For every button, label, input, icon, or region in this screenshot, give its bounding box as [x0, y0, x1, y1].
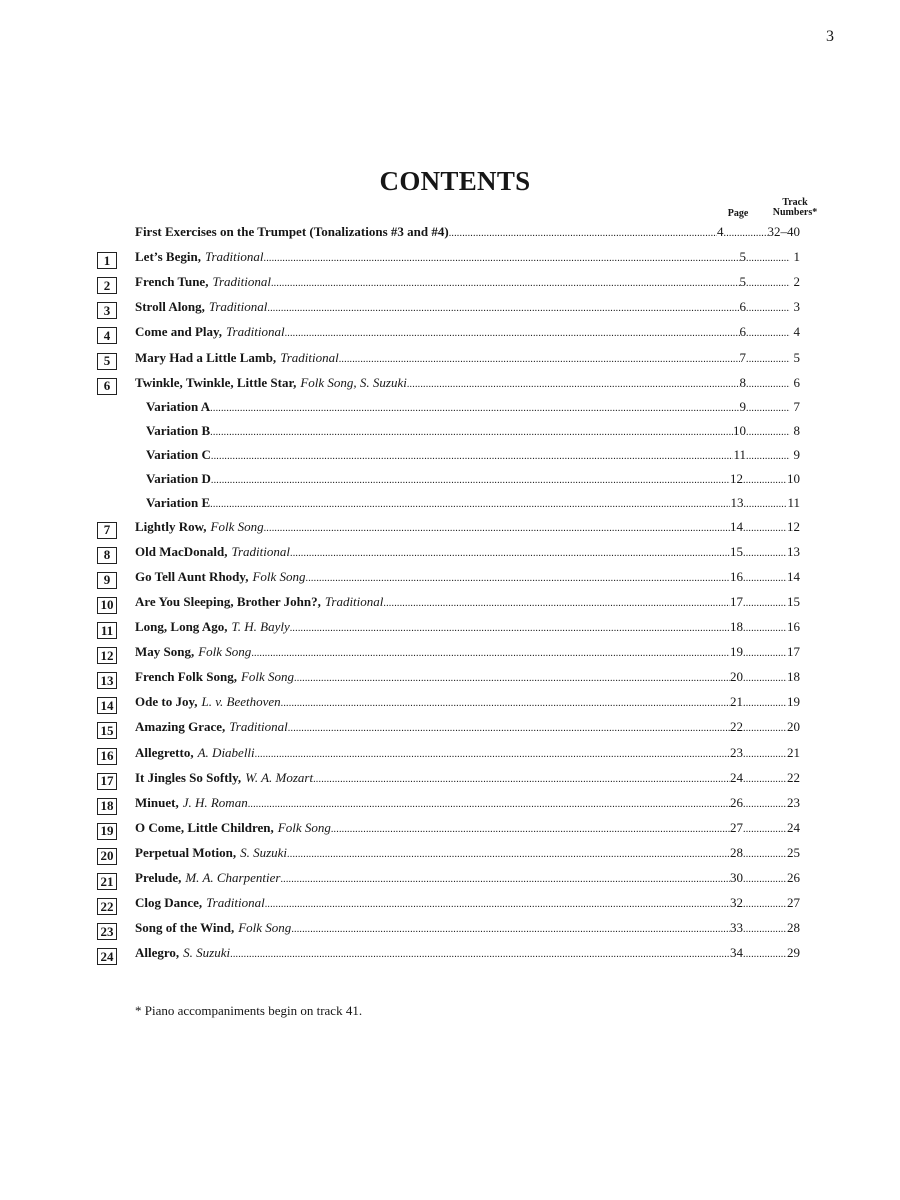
song-title: May Song, — [135, 644, 195, 660]
song-composer: Traditional — [226, 324, 285, 340]
piece-number-box: 14 — [97, 697, 117, 714]
track-ref: 17 — [787, 644, 800, 660]
song-title: Prelude, — [135, 870, 182, 885]
track-ref: 12 — [787, 518, 800, 534]
page-ref: 6 — [739, 324, 746, 340]
page-ref: 10 — [733, 422, 746, 438]
song-title: Old MacDonald, — [135, 543, 228, 559]
piece-number-box: 13 — [97, 672, 117, 689]
dot-leader — [288, 723, 730, 734]
piece-number-box: 5 — [97, 353, 117, 370]
song-title: Are You Sleeping, Brother John?, — [135, 593, 321, 609]
toc-entry — [135, 694, 800, 716]
song-composer: Traditional — [280, 349, 339, 365]
dot-leader — [746, 278, 790, 289]
track-ref: 23 — [787, 794, 800, 810]
toc-entry — [135, 820, 800, 842]
page-ref: 16 — [730, 568, 743, 584]
dot-leader — [290, 623, 730, 634]
toc-entry — [146, 495, 800, 517]
page-ref: 21 — [730, 694, 743, 710]
song-composer: T. H. Bayly — [231, 619, 290, 634]
song-title: Perpetual Motion, — [135, 844, 237, 860]
dot-leader — [746, 379, 790, 390]
dot-leader — [280, 874, 730, 885]
page-title: CONTENTS — [379, 166, 531, 196]
piece-number-box: 23 — [97, 923, 117, 940]
page-ref: 19 — [730, 644, 743, 660]
dot-leader — [339, 354, 740, 365]
song-title: It Jingles So Softly, — [135, 769, 242, 785]
page-ref: 20 — [730, 669, 743, 685]
dot-leader — [255, 749, 730, 760]
toc-entry — [135, 249, 800, 271]
track-ref: 9 — [793, 446, 800, 462]
track-ref: 14 — [787, 568, 800, 584]
dot-leader — [281, 698, 730, 709]
track-ref: 19 — [787, 694, 800, 710]
dot-leader — [743, 849, 787, 860]
dot-leader — [211, 451, 734, 462]
toc-entry — [135, 299, 800, 321]
dot-leader — [743, 774, 787, 785]
page-ref: 33 — [730, 920, 743, 936]
piece-number-box: 20 — [97, 848, 117, 865]
dot-leader — [746, 403, 790, 414]
track-ref: 1 — [793, 249, 800, 265]
toc-entry — [135, 770, 800, 792]
track-ref: 10 — [787, 470, 800, 486]
toc-entry — [135, 594, 800, 616]
track-ref: 32–40 — [767, 224, 800, 239]
page-column-header: Page — [727, 208, 749, 219]
song-composer: S. Suzuki — [183, 945, 231, 961]
song-composer: Traditional — [324, 593, 384, 609]
piece-number-box: 6 — [97, 378, 117, 395]
track-column-header-line2: Numbers* — [772, 207, 818, 218]
page-ref: 14 — [730, 518, 743, 534]
track-ref: 26 — [787, 870, 800, 885]
track-ref: 16 — [787, 619, 800, 634]
song-title: Amazing Grace, — [135, 719, 226, 735]
track-ref: 7 — [793, 398, 800, 414]
toc-entry — [135, 569, 800, 591]
song-composer: J. H. Roman — [182, 794, 248, 810]
track-column-header — [762, 198, 828, 218]
song-title: O Come, Little Children, — [135, 819, 274, 835]
song-title: Allegretto, — [135, 744, 194, 760]
page-ref: 11 — [733, 446, 746, 462]
page-ref: 27 — [730, 819, 743, 835]
dot-leader — [248, 799, 730, 810]
page-ref: 24 — [730, 769, 743, 785]
song-composer: Folk Song — [198, 644, 252, 660]
song-composer: Traditional — [231, 543, 290, 559]
song-composer: A. Diabelli — [197, 744, 255, 760]
dot-leader — [264, 253, 740, 264]
piece-number-box: 24 — [97, 948, 117, 965]
piece-number-box: 7 — [97, 522, 117, 539]
toc-entry — [135, 644, 800, 666]
piece-number-box: 22 — [97, 898, 117, 915]
track-ref: 24 — [787, 819, 800, 835]
dot-leader — [743, 874, 787, 885]
dot-leader — [313, 774, 730, 785]
toc-entry — [135, 519, 800, 541]
song-title: Lightly Row, — [135, 518, 207, 534]
dot-leader — [294, 673, 730, 684]
song-composer: Folk Song — [238, 920, 292, 936]
dot-leader — [290, 548, 730, 559]
dot-leader — [746, 303, 790, 314]
dot-leader — [407, 379, 740, 390]
piece-number-box: 15 — [97, 722, 117, 739]
page-ref: 4 — [717, 224, 724, 239]
song-title: Clog Dance, — [135, 895, 203, 911]
page-ref: 17 — [730, 593, 743, 609]
dot-leader — [306, 573, 730, 584]
dot-leader — [743, 749, 787, 760]
dot-leader — [743, 949, 787, 960]
page-ref: 5 — [739, 274, 746, 290]
piece-number-box: 19 — [97, 823, 117, 840]
piece-number-box: 21 — [97, 873, 117, 890]
song-title: Go Tell Aunt Rhody, — [135, 568, 249, 584]
song-title: Minuet, — [135, 794, 179, 810]
dot-leader — [264, 523, 730, 534]
dot-leader — [285, 328, 740, 339]
song-composer: Folk Song — [277, 819, 331, 835]
dot-leader — [383, 598, 730, 609]
dot-leader — [743, 573, 787, 584]
page-ref: 30 — [730, 870, 743, 885]
song-composer: L. v. Beethoven — [201, 694, 281, 710]
piece-number-box: 2 — [97, 277, 117, 294]
track-ref: 28 — [787, 920, 800, 936]
dot-leader — [746, 354, 790, 365]
song-composer: Folk Song — [210, 518, 264, 534]
dot-leader — [211, 475, 730, 486]
track-ref: 4 — [793, 324, 800, 340]
song-title: Variation E — [146, 494, 211, 510]
toc-entry — [135, 544, 800, 566]
track-ref: 20 — [787, 719, 800, 735]
dot-leader — [743, 623, 787, 634]
song-title: Come and Play, — [135, 324, 223, 340]
song-title: Ode to Joy, — [135, 694, 198, 710]
piece-number-box: 17 — [97, 773, 117, 790]
dot-leader — [267, 303, 739, 314]
toc-entry — [146, 447, 800, 469]
dot-leader — [210, 427, 733, 438]
dot-leader — [743, 799, 787, 810]
page-number: 3 — [826, 28, 834, 45]
song-composer: Folk Song — [252, 568, 306, 584]
song-composer: Folk Song, S. Suzuki — [300, 374, 407, 390]
track-ref: 15 — [787, 593, 800, 609]
toc-entry — [135, 719, 800, 741]
page-ref: 12 — [730, 470, 743, 486]
toc-entry — [135, 350, 800, 372]
toc-entry — [135, 745, 800, 767]
song-composer: Traditional — [206, 895, 265, 911]
dot-leader — [743, 499, 787, 510]
page-ref: 9 — [739, 398, 746, 414]
toc-entry — [135, 795, 800, 817]
piece-number-box: 9 — [97, 572, 117, 589]
dot-leader — [743, 723, 787, 734]
song-composer: Traditional — [208, 299, 268, 315]
track-ref: 6 — [793, 374, 800, 390]
dot-leader — [724, 228, 768, 239]
page-ref: 6 — [739, 299, 746, 315]
song-title: Allegro, — [135, 945, 180, 961]
page-ref: 13 — [730, 494, 744, 510]
dot-leader — [746, 451, 790, 462]
dot-leader — [287, 849, 730, 860]
page-ref: 34 — [730, 945, 743, 961]
song-title: Twinkle, Twinkle, Little Star, — [135, 374, 297, 390]
toc-entry — [135, 845, 800, 867]
song-composer: W. A. Mozart — [245, 769, 314, 785]
track-ref: 11 — [787, 494, 800, 510]
dot-leader — [746, 253, 790, 264]
track-ref: 8 — [793, 422, 800, 438]
piece-number-box: 3 — [97, 302, 117, 319]
song-composer: Traditional — [229, 719, 288, 735]
toc-entry — [146, 423, 800, 445]
song-title: Let’s Begin, — [135, 249, 201, 265]
song-title: Mary Had a Little Lamb, — [135, 349, 277, 365]
page-ref: 7 — [739, 349, 746, 365]
toc-entry — [135, 274, 800, 296]
dot-leader — [743, 673, 787, 684]
piece-number-box: 4 — [97, 327, 117, 344]
piece-number-box: 1 — [97, 252, 117, 269]
song-title: French Tune, — [135, 274, 209, 290]
song-title: Variation B — [146, 422, 211, 438]
toc-entry — [135, 224, 800, 246]
dot-leader — [265, 899, 730, 910]
dot-leader — [746, 328, 790, 339]
page-ref: 26 — [730, 794, 743, 810]
toc-entry — [135, 920, 800, 942]
toc-entry — [135, 619, 800, 641]
toc-entry — [135, 669, 800, 691]
footnote: * Piano accompaniments begin on track 41. — [135, 1003, 363, 1018]
page-ref: 15 — [730, 543, 743, 559]
dot-leader — [291, 924, 730, 935]
dot-leader — [230, 949, 730, 960]
dot-leader — [743, 648, 787, 659]
song-composer: M. A. Charpentier — [185, 870, 281, 885]
song-title: Song of the Wind, — [135, 920, 235, 936]
track-ref: 18 — [787, 669, 800, 685]
dot-leader — [743, 698, 787, 709]
page-ref: 28 — [730, 844, 743, 860]
piece-number-box: 10 — [97, 597, 117, 614]
dot-leader — [743, 824, 787, 835]
piece-number-box: 8 — [97, 547, 117, 564]
page-ref: 22 — [730, 719, 743, 735]
track-ref: 5 — [793, 349, 800, 365]
toc-entry — [146, 399, 800, 421]
piece-number-box: 11 — [97, 622, 117, 639]
dot-leader — [210, 403, 739, 414]
dot-leader — [449, 228, 717, 239]
toc-entry — [135, 375, 800, 397]
song-composer: Folk Song — [240, 669, 295, 685]
song-title: Variation D — [146, 470, 211, 486]
song-composer: Traditional — [212, 274, 271, 290]
song-composer: Traditional — [204, 249, 264, 265]
track-column-header-line1: Track — [782, 197, 808, 208]
dot-leader — [743, 924, 787, 935]
song-title: Variation A — [146, 398, 211, 414]
dot-leader — [743, 598, 787, 609]
page-ref: 18 — [730, 619, 743, 634]
dot-leader — [271, 278, 740, 289]
dot-leader — [743, 523, 787, 534]
song-title: First Exercises on the Trumpet (Tonalizations #3 and #4) — [135, 224, 449, 239]
song-title: French Folk Song, — [135, 669, 237, 685]
page-ref: 5 — [739, 249, 746, 265]
dot-leader — [251, 648, 730, 659]
dot-leader — [743, 899, 787, 910]
toc-entry — [146, 471, 800, 493]
song-title: Variation C — [146, 446, 211, 462]
dot-leader — [331, 824, 730, 835]
page-ref: 23 — [730, 744, 743, 760]
track-ref: 22 — [787, 769, 800, 785]
track-ref: 3 — [793, 299, 800, 315]
song-composer: S. Suzuki — [240, 844, 288, 860]
dot-leader — [743, 548, 787, 559]
toc-entry — [135, 945, 800, 967]
dot-leader — [746, 427, 790, 438]
piece-number-box: 16 — [97, 748, 117, 765]
track-ref: 13 — [787, 543, 800, 559]
track-ref: 27 — [787, 895, 800, 911]
piece-number-box: 12 — [97, 647, 117, 664]
toc-entry — [135, 870, 800, 892]
toc-entry — [135, 324, 800, 346]
dot-leader — [210, 499, 730, 510]
piece-number-box: 18 — [97, 798, 117, 815]
page-ref: 32 — [730, 895, 743, 911]
track-ref: 21 — [787, 744, 800, 760]
track-ref: 25 — [787, 844, 800, 860]
song-title: Long, Long Ago, — [135, 619, 228, 634]
page-ref: 8 — [739, 374, 746, 390]
track-ref: 2 — [793, 274, 800, 290]
track-ref: 29 — [787, 945, 800, 961]
dot-leader — [743, 475, 787, 486]
toc-entry — [135, 895, 800, 917]
song-title: Stroll Along, — [135, 299, 205, 315]
